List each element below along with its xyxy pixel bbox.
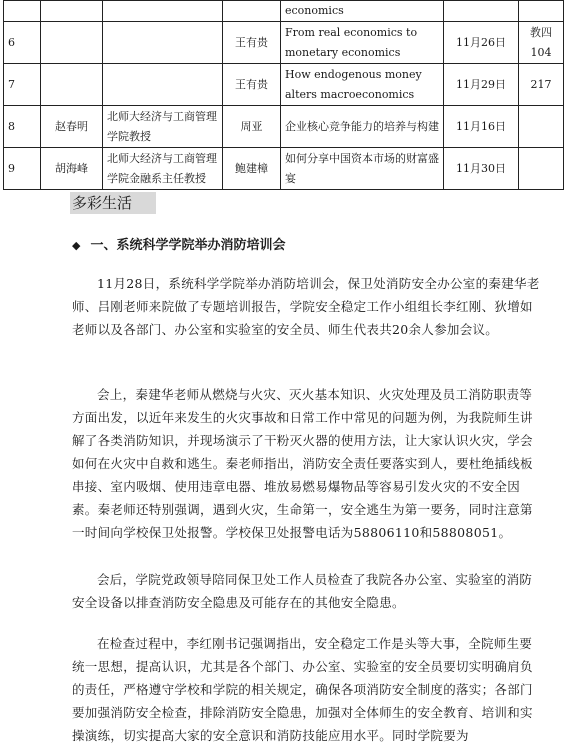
article-paragraph: 在检查过程中，李红刚书记强调指出，安全稳定工作是头等大事，全院师生要统一思想，提高认识，尤其是各个部门、办公室、实验室的安全员要切实明确肩负的责任，严格遵守学校和学院的相关规定，确保各项消防安全制度的落实；各部门要加强消防安全检查，排除消防安全隐患，加强对全体师生的安全教育、培训和实操演练，切实提高大家的安全意识和消防技能应用水平。同时学院要为 bbox=[72, 636, 533, 743]
topic-cell: economics bbox=[281, 1, 444, 22]
host-cell: 王有贵 bbox=[223, 22, 281, 64]
speaker-affiliation-cell bbox=[103, 1, 223, 22]
speaker-name-cell bbox=[41, 1, 103, 22]
host-cell: 周亚 bbox=[223, 106, 281, 148]
diamond-bullet-icon: ◆ bbox=[72, 239, 81, 252]
date-cell: 11月26日 bbox=[444, 22, 519, 64]
speaker-name-cell bbox=[41, 22, 103, 64]
article-paragraph: 会后，学院党政领导陪同保卫处工作人员检查了我院各办公室、实验室的消防安全设备以排查消防安全隐患及可能存在的其他安全隐患。 bbox=[72, 572, 533, 610]
room-cell bbox=[519, 148, 564, 190]
date-cell bbox=[444, 1, 519, 22]
date-cell: 11月29日 bbox=[444, 64, 519, 106]
speaker-affiliation-cell: 北师大经济与工商管理学院金融系主任教授 bbox=[103, 148, 223, 190]
row-number-cell: 8 bbox=[4, 106, 41, 148]
table-row bbox=[4, 148, 564, 190]
section-title: 多彩生活 bbox=[70, 192, 156, 214]
speaker-name-cell: 胡海峰 bbox=[41, 148, 103, 190]
article-heading-text: 一、系统科学学院举办消防培训会 bbox=[90, 238, 286, 253]
table-row bbox=[4, 1, 564, 22]
date-cell: 11月30日 bbox=[444, 148, 519, 190]
row-number-cell: 6 bbox=[4, 22, 41, 64]
table-row bbox=[4, 22, 564, 64]
host-cell: 王有贵 bbox=[223, 64, 281, 106]
speaker-name-cell: 赵春明 bbox=[41, 106, 103, 148]
date-cell: 11月16日 bbox=[444, 106, 519, 148]
room-cell: 217 bbox=[519, 64, 564, 106]
row-number-cell: 7 bbox=[4, 64, 41, 106]
topic-cell: From real economics to monetary economics bbox=[281, 22, 444, 64]
host-cell bbox=[223, 1, 281, 22]
topic-cell: 企业核心竞争能力的培养与构建 bbox=[281, 106, 444, 148]
speaker-affiliation-cell bbox=[103, 64, 223, 106]
room-cell bbox=[519, 1, 564, 22]
seminar-schedule-table bbox=[3, 0, 564, 190]
speaker-affiliation-cell bbox=[103, 22, 223, 64]
table-row bbox=[4, 64, 564, 106]
speaker-affiliation-cell: 北师大经济与工商管理学院教授 bbox=[103, 106, 223, 148]
article-heading bbox=[72, 236, 285, 256]
row-number-cell: 9 bbox=[4, 148, 41, 190]
speaker-name-cell bbox=[41, 64, 103, 106]
article-paragraph: 会上，秦建华老师从燃烧与火灾、灭火基本知识、火灾处理及员工消防职责等方面出发，以近年来发生的火灾事故和日常工作中常见的问题为例，为我院师生讲解了各类消防知识，并现场演示了干粉灭火器的使用方法，让大家认识火灾，学会如何在火灾中自救和逃生。秦老师指出，消防安全责任要落实到人，要杜绝插线板串接、室内吸烟、使用违章电器、堆放易燃易爆物品等容易引发火灾的不安全因素。秦老师还特别强调，遇到火灾，生命第一，安全逃生为第一要务，同时注意第一时间向学校保卫处报警。学校保卫处报警电话为58806110和58808051。 bbox=[72, 387, 533, 540]
topic-cell: 如何分享中国资本市场的财富盛宴 bbox=[281, 148, 444, 190]
article-paragraph: 11月28日，系统科学学院举办消防培训会，保卫处消防安全办公室的秦建华老师、吕刚老师来院做了专题培训报告，学院安全稳定工作小组组长李红刚、狄增如老师以及各部门、办公室和实验室的安全员、师生代表共20余人参加会议。 bbox=[72, 276, 540, 337]
topic-cell: How endogenous money alters macroeconomics bbox=[281, 64, 444, 106]
room-cell: 教四 104 bbox=[519, 22, 564, 64]
row-number-cell bbox=[4, 1, 41, 22]
room-cell bbox=[519, 106, 564, 148]
table-row bbox=[4, 106, 564, 148]
host-cell: 鲍建樟 bbox=[223, 148, 281, 190]
